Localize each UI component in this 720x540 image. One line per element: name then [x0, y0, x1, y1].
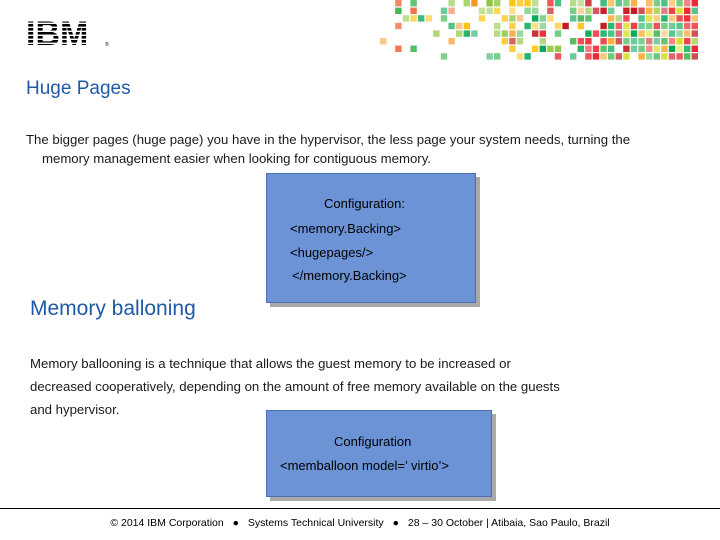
paragraph-huge-pages-line2: memory management easier when looking for contiguous memory. — [42, 151, 431, 166]
mosaic-tile — [532, 30, 538, 36]
mosaic-tile — [623, 30, 629, 36]
mosaic-tile — [540, 23, 546, 29]
mosaic-tile — [532, 46, 538, 52]
ibm-logo — [26, 16, 110, 50]
mosaic-tile — [631, 23, 637, 29]
mosaic-tile — [471, 0, 477, 6]
mosaic-tile — [540, 46, 546, 52]
config-box-title: Configuration: — [324, 196, 405, 211]
mosaic-tile — [684, 8, 690, 14]
mosaic-tile — [410, 8, 416, 14]
ibm-logo-text: IBM — [26, 16, 89, 50]
mosaic-tile — [532, 23, 538, 29]
mosaic-tile — [616, 38, 622, 44]
config-line: </memory.Backing> — [292, 268, 407, 283]
mosaic-tile — [547, 0, 553, 6]
mosaic-tile — [479, 8, 485, 14]
mosaic-tile — [669, 23, 675, 29]
mosaic-tile — [555, 46, 561, 52]
mosaic-tile — [661, 30, 667, 36]
footer-copyright: © 2014 IBM Corporation — [110, 517, 224, 529]
mosaic-tile — [623, 38, 629, 44]
mosaic-tile — [608, 15, 614, 21]
mosaic-tile — [638, 30, 644, 36]
paragraph-line: and hypervisor. — [30, 402, 120, 417]
mosaic-tile — [540, 15, 546, 21]
mosaic-tile — [669, 0, 675, 6]
mosaic-tile — [578, 46, 584, 52]
mosaic-tile — [661, 8, 667, 14]
mosaic-tile — [426, 15, 432, 21]
mosaic-tile — [600, 0, 606, 6]
mosaic-tile — [448, 8, 454, 14]
mosaic-tile — [593, 53, 599, 59]
mosaic-tile — [524, 8, 530, 14]
mosaic-tile — [631, 30, 637, 36]
mosaic-tile — [654, 0, 660, 6]
mosaic-tile — [517, 0, 523, 6]
mosaic-tile — [600, 23, 606, 29]
mosaic-tile — [638, 15, 644, 21]
mosaic-tile — [524, 0, 530, 6]
mosaic-tile — [578, 8, 584, 14]
mosaic-tile — [676, 15, 682, 21]
mosaic-tile — [570, 15, 576, 21]
heading-memory-ballooning: Memory balloning — [30, 297, 196, 320]
mosaic-tile — [638, 46, 644, 52]
mosaic-tile — [654, 53, 660, 59]
mosaic-tile — [600, 8, 606, 14]
mosaic-tile — [684, 53, 690, 59]
mosaic-tile — [562, 23, 568, 29]
mosaic-tile — [509, 30, 515, 36]
mosaic-tile — [555, 30, 561, 36]
mosaic-tile — [676, 0, 682, 6]
mosaic-tile — [616, 53, 622, 59]
config-line: <memballoon model=’ virtio’> — [280, 458, 449, 473]
config-box-huge-pages — [266, 173, 476, 303]
mosaic-tile — [403, 15, 409, 21]
mosaic-tile — [661, 53, 667, 59]
mosaic-tile — [631, 8, 637, 14]
mosaic-tile — [661, 23, 667, 29]
mosaic-tile — [433, 30, 439, 36]
mosaic-tile — [494, 8, 500, 14]
mosaic-tile — [631, 46, 637, 52]
mosaic-tile — [479, 15, 485, 21]
mosaic-tile — [441, 53, 447, 59]
mosaic-tile — [684, 46, 690, 52]
mosaic-tile — [684, 38, 690, 44]
mosaic-tile — [441, 15, 447, 21]
mosaic-tile — [661, 38, 667, 44]
mosaic-tile — [570, 38, 576, 44]
mosaic-tile — [395, 23, 401, 29]
svg-text:®: ® — [105, 42, 109, 48]
config-line: <hugepages/> — [290, 245, 374, 260]
mosaic-tile — [395, 0, 401, 6]
config-box-title: Configuration — [334, 434, 412, 449]
mosaic-tile — [540, 38, 546, 44]
mosaic-tile — [654, 30, 660, 36]
footer-event: Systems Technical University — [247, 517, 384, 529]
mosaic-tile — [410, 0, 416, 6]
footer-date-location: 28 – 30 October | Atibaia, Sao Paulo, Brazil — [407, 517, 610, 529]
mosaic-tile — [600, 53, 606, 59]
mosaic-tile — [509, 23, 515, 29]
mosaic-tile — [494, 53, 500, 59]
mosaic-tile — [464, 0, 470, 6]
mosaic-tile — [578, 38, 584, 44]
mosaic-tile — [524, 53, 530, 59]
mosaic-tile — [593, 46, 599, 52]
mosaic-tile — [676, 23, 682, 29]
mosaic-tile — [448, 0, 454, 6]
mosaic-tile — [578, 23, 584, 29]
mosaic-tile — [631, 38, 637, 44]
mosaic-tile — [676, 46, 682, 52]
mosaic-tile — [692, 53, 698, 59]
mosaic-tile — [638, 38, 644, 44]
mosaic-tile — [600, 38, 606, 44]
mosaic-tile — [616, 15, 622, 21]
mosaic-tile — [593, 8, 599, 14]
mosaic-tile — [646, 23, 652, 29]
mosaic-tile — [676, 8, 682, 14]
mosaic-tile — [623, 0, 629, 6]
mosaic-tile — [471, 30, 477, 36]
mosaic-tile — [654, 38, 660, 44]
mosaic-tile — [608, 0, 614, 6]
mosaic-tile — [509, 15, 515, 21]
mosaic-tile — [623, 15, 629, 21]
mosaic-tile — [517, 53, 523, 59]
paragraph-huge-pages — [26, 130, 706, 168]
mosaic-tile — [684, 30, 690, 36]
mosaic-tile — [532, 0, 538, 6]
mosaic-tile — [494, 23, 500, 29]
mosaic-tile — [623, 8, 629, 14]
mosaic-tile — [676, 38, 682, 44]
heading-huge-pages: Huge Pages — [26, 78, 131, 99]
mosaic-tile — [502, 15, 508, 21]
mosaic-tile — [585, 0, 591, 6]
footer-separator: ● — [232, 517, 239, 529]
paragraph-line: Memory ballooning is a technique that allows the guest memory to be increased or — [30, 356, 511, 371]
mosaic-tile — [608, 23, 614, 29]
mosaic-tile — [646, 30, 652, 36]
mosaic-tile — [646, 46, 652, 52]
mosaic-tile — [570, 0, 576, 6]
mosaic-tile — [585, 15, 591, 21]
mosaic-tile — [517, 30, 523, 36]
mosaic-tile — [616, 23, 622, 29]
mosaic-tile — [486, 8, 492, 14]
mosaic-tile — [692, 23, 698, 29]
mosaic-tile — [654, 8, 660, 14]
mosaic-tile — [509, 38, 515, 44]
mosaic-tile — [692, 8, 698, 14]
mosaic-tile — [692, 38, 698, 44]
mosaic-tile — [646, 8, 652, 14]
mosaic-tile — [555, 0, 561, 6]
mosaic-tile — [669, 53, 675, 59]
mosaic-tile — [631, 0, 637, 6]
mosaic-tile — [646, 38, 652, 44]
mosaic-tile — [578, 15, 584, 21]
mosaic-tile — [585, 46, 591, 52]
mosaic-tile — [661, 0, 667, 6]
mosaic-tile — [684, 0, 690, 6]
footer-divider — [0, 508, 720, 509]
mosaic-tile — [585, 38, 591, 44]
mosaic-tile — [654, 15, 660, 21]
mosaic-tile — [646, 53, 652, 59]
mosaic-tile — [395, 8, 401, 14]
mosaic-tile — [638, 53, 644, 59]
mosaic-tile — [654, 46, 660, 52]
mosaic-tile — [593, 30, 599, 36]
mosaic-tile — [638, 8, 644, 14]
mosaic-tile — [532, 8, 538, 14]
footer-separator: ● — [392, 517, 399, 529]
mosaic-tile — [669, 30, 675, 36]
mosaic-tile — [608, 53, 614, 59]
mosaic-tile — [661, 15, 667, 21]
mosaic-tile — [608, 30, 614, 36]
mosaic-tile — [517, 38, 523, 44]
mosaic-tile — [395, 46, 401, 52]
mosaic-tile — [616, 30, 622, 36]
mosaic-tile — [585, 53, 591, 59]
config-box-ballooning — [266, 410, 492, 497]
mosaic-tile — [570, 53, 576, 59]
mosaic-tile — [646, 0, 652, 6]
mosaic-tile — [669, 46, 675, 52]
paragraph-line: decreased cooperatively, depending on the amount of free memory available on the guests — [30, 379, 560, 394]
mosaic-tile — [676, 30, 682, 36]
mosaic-tile — [623, 53, 629, 59]
mosaic-tile — [502, 30, 508, 36]
mosaic-tile — [661, 46, 667, 52]
mosaic-tile — [608, 38, 614, 44]
mosaic-tile — [585, 8, 591, 14]
mosaic-tile — [669, 38, 675, 44]
paragraph-huge-pages-line1: The bigger pages (huge page) you have in the hypervisor, the less page your system needs, turning the — [26, 132, 631, 147]
mosaic-tile — [456, 23, 462, 29]
mosaic-tile — [555, 53, 561, 59]
mosaic-tile — [410, 46, 416, 52]
mosaic-tile — [380, 38, 386, 44]
mosaic-tile — [464, 30, 470, 36]
mosaic-tile — [509, 0, 515, 6]
mosaic-tile — [578, 0, 584, 6]
mosaic-tile — [600, 46, 606, 52]
mosaic-tile — [517, 15, 523, 21]
mosaic-tile — [623, 46, 629, 52]
mosaic-tile — [486, 0, 492, 6]
mosaic-tile — [524, 23, 530, 29]
mosaic-tile — [441, 8, 447, 14]
mosaic-tile — [448, 38, 454, 44]
mosaic-tile — [509, 46, 515, 52]
mosaic-tile — [547, 15, 553, 21]
config-line: <memory.Backing> — [290, 221, 402, 236]
mosaic-tile — [616, 0, 622, 6]
mosaic-tile — [669, 15, 675, 21]
mosaic-tile — [654, 23, 660, 29]
mosaic-tile — [464, 23, 470, 29]
mosaic-tile — [555, 23, 561, 29]
mosaic-tile — [570, 8, 576, 14]
mosaic-tile — [448, 23, 454, 29]
mosaic-tile — [692, 46, 698, 52]
mosaic-tile — [494, 30, 500, 36]
mosaic-tile — [494, 0, 500, 6]
mosaic-tile — [692, 30, 698, 36]
mosaic-tile — [486, 53, 492, 59]
mosaic-tile — [692, 15, 698, 21]
mosaic-tile — [608, 8, 614, 14]
footer — [0, 517, 720, 529]
mosaic-tile — [608, 46, 614, 52]
mosaic-tile — [532, 15, 538, 21]
mosaic-tile — [410, 15, 416, 21]
mosaic-tile — [684, 15, 690, 21]
decorative-mosaic — [380, 0, 720, 62]
mosaic-tile — [638, 23, 644, 29]
mosaic-tile — [646, 15, 652, 21]
mosaic-tile — [600, 30, 606, 36]
mosaic-tile — [547, 8, 553, 14]
mosaic-tile — [692, 0, 698, 6]
mosaic-tile — [418, 15, 424, 21]
mosaic-tile — [623, 23, 629, 29]
mosaic-tile — [540, 30, 546, 36]
mosaic-tile — [456, 30, 462, 36]
mosaic-tile — [669, 8, 675, 14]
mosaic-tile — [502, 38, 508, 44]
mosaic-tile — [509, 8, 515, 14]
mosaic-tile — [676, 53, 682, 59]
mosaic-tile — [547, 46, 553, 52]
mosaic-tile — [684, 23, 690, 29]
mosaic-tile — [585, 30, 591, 36]
